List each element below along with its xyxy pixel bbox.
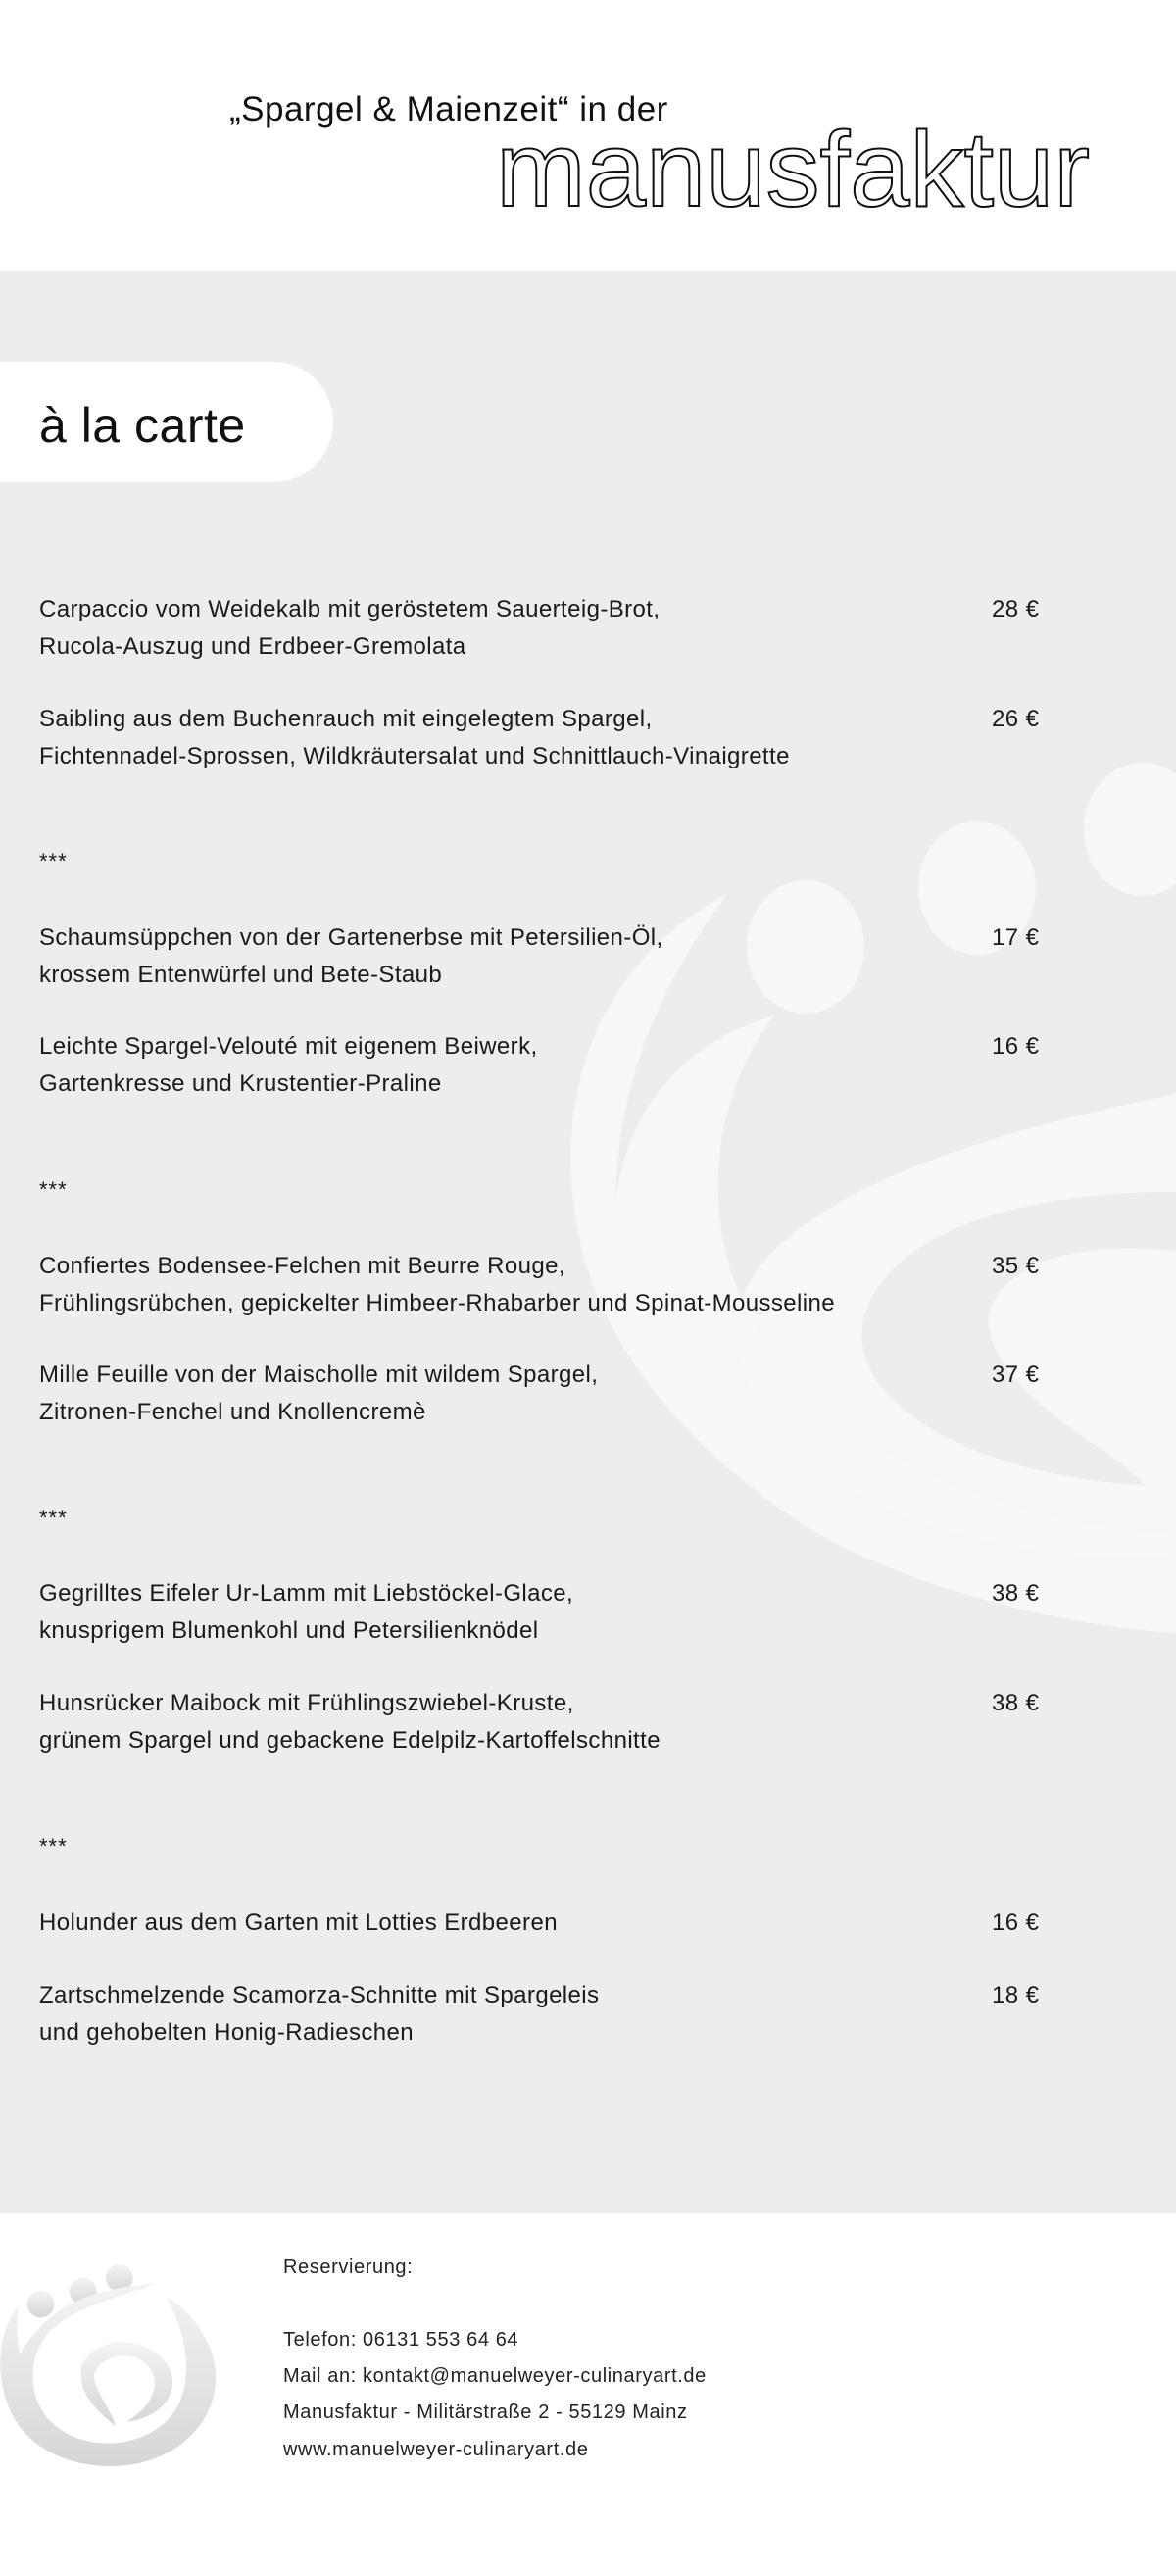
contact-email[interactable]: Mail an: kontakt@manuelweyer-culinaryart.de [283,2365,707,2387]
menu-item-line1: Mille Feuille von der Maischolle mit wildem Spargel, [39,1362,599,1388]
menu-item-price: 38 € [992,1690,1040,1716]
menu-item [39,1977,1039,2052]
menu-item-line1: Leichte Spargel-Velouté mit eigenem Beiwerk, [39,1033,538,1060]
contact-address: Manusfaktur - Militärstraße 2 - 55129 Mainz [283,2402,688,2423]
menu-item-line1: Confiertes Bodensee-Felchen mit Beurre Rouge, [39,1253,565,1279]
menu-item-line2: knusprigem Blumenkohl und Petersilienknödel [39,1617,539,1644]
manufaktur-logo-icon [0,2241,235,2476]
menu-item [39,1248,1039,1322]
menu-item-line2: Gartenkresse und Krustentier-Praline [39,1070,442,1097]
menu-item-line1: Holunder aus dem Garten mit Lotties Erdbeeren [39,1909,558,1936]
course-separator: *** [39,1506,68,1530]
menu-item-price: 18 € [992,1982,1040,2008]
menu-item-price: 17 € [992,924,1040,951]
menu-item [39,591,1039,666]
menu-item [39,919,1039,994]
menu-item [39,1905,1039,1942]
section-title-pill [0,362,333,482]
menu-item-price: 16 € [992,1909,1040,1936]
menu-item-line2: und gehobelten Honig-Radieschen [39,2019,415,2046]
header-subtitle: „Spargel & Maienzeit“ in der [229,90,668,128]
menu-item-price: 35 € [992,1253,1040,1279]
website-link[interactable]: www.manuelweyer-culinaryart.de [283,2439,589,2460]
section-title: à la carte [39,398,246,453]
menu-item-line2: krossem Entenwürfel und Bete-Staub [39,962,443,988]
menu-item-line2: Frühlingsrübchen, gepickelter Himbeer-Rhabarber und Spinat-Mousseline [39,1290,836,1316]
page-footer [0,2213,1176,2576]
menu-item [39,701,1039,775]
menu-item [39,1357,1039,1431]
brand-wordmark [490,118,1098,225]
menu-item-line2: Zitronen-Fenchel und Knollencremè [39,1399,426,1425]
course-separator: *** [39,1834,68,1858]
menu-item-price: 16 € [992,1033,1040,1060]
menu-item [39,1685,1039,1759]
menu-item-price: 26 € [992,706,1040,732]
reservation-label: Reservierung: [283,2256,414,2278]
menu-item-line1: Zartschmelzende Scamorza-Schnitte mit Spargeleis [39,1982,600,2008]
menu-item-price: 37 € [992,1362,1040,1388]
brand-wordmark-text: manusfaktur [496,118,1090,225]
menu-item [39,1028,1039,1103]
menu-item-price: 28 € [992,596,1040,622]
course-separator: *** [39,1177,68,1202]
menu-item-line2: Rucola-Auszug und Erdbeer-Gremolata [39,633,466,660]
menu-item-line2: grünem Spargel und gebackene Edelpilz-Kartoffelschnitte [39,1727,661,1754]
menu-item-line2: Fichtennadel-Sprossen, Wildkräutersalat und Schnittlauch-Vinaigrette [39,743,790,769]
menu-item-line1: Gegrilltes Eifeler Ur-Lamm mit Liebstöckel-Glace, [39,1580,574,1607]
course-separator: *** [39,849,68,873]
menu-item-line1: Schaumsüppchen von der Gartenerbse mit Petersilien-Öl, [39,924,663,951]
menu-item-line1: Carpaccio vom Weidekalb mit geröstetem Sauerteig-Brot, [39,596,661,622]
page-header [0,0,1176,271]
menu-item-line1: Hunsrücker Maibock mit Frühlingszwiebel-Kruste, [39,1690,574,1716]
menu-item [39,1575,1039,1650]
menu-item-price: 38 € [992,1580,1040,1607]
menu-panel [0,271,1176,2213]
contact-phone[interactable]: Telefon: 06131 553 64 64 [283,2329,519,2351]
menu-item-line1: Saibling aus dem Buchenrauch mit eingelegtem Spargel, [39,706,653,732]
